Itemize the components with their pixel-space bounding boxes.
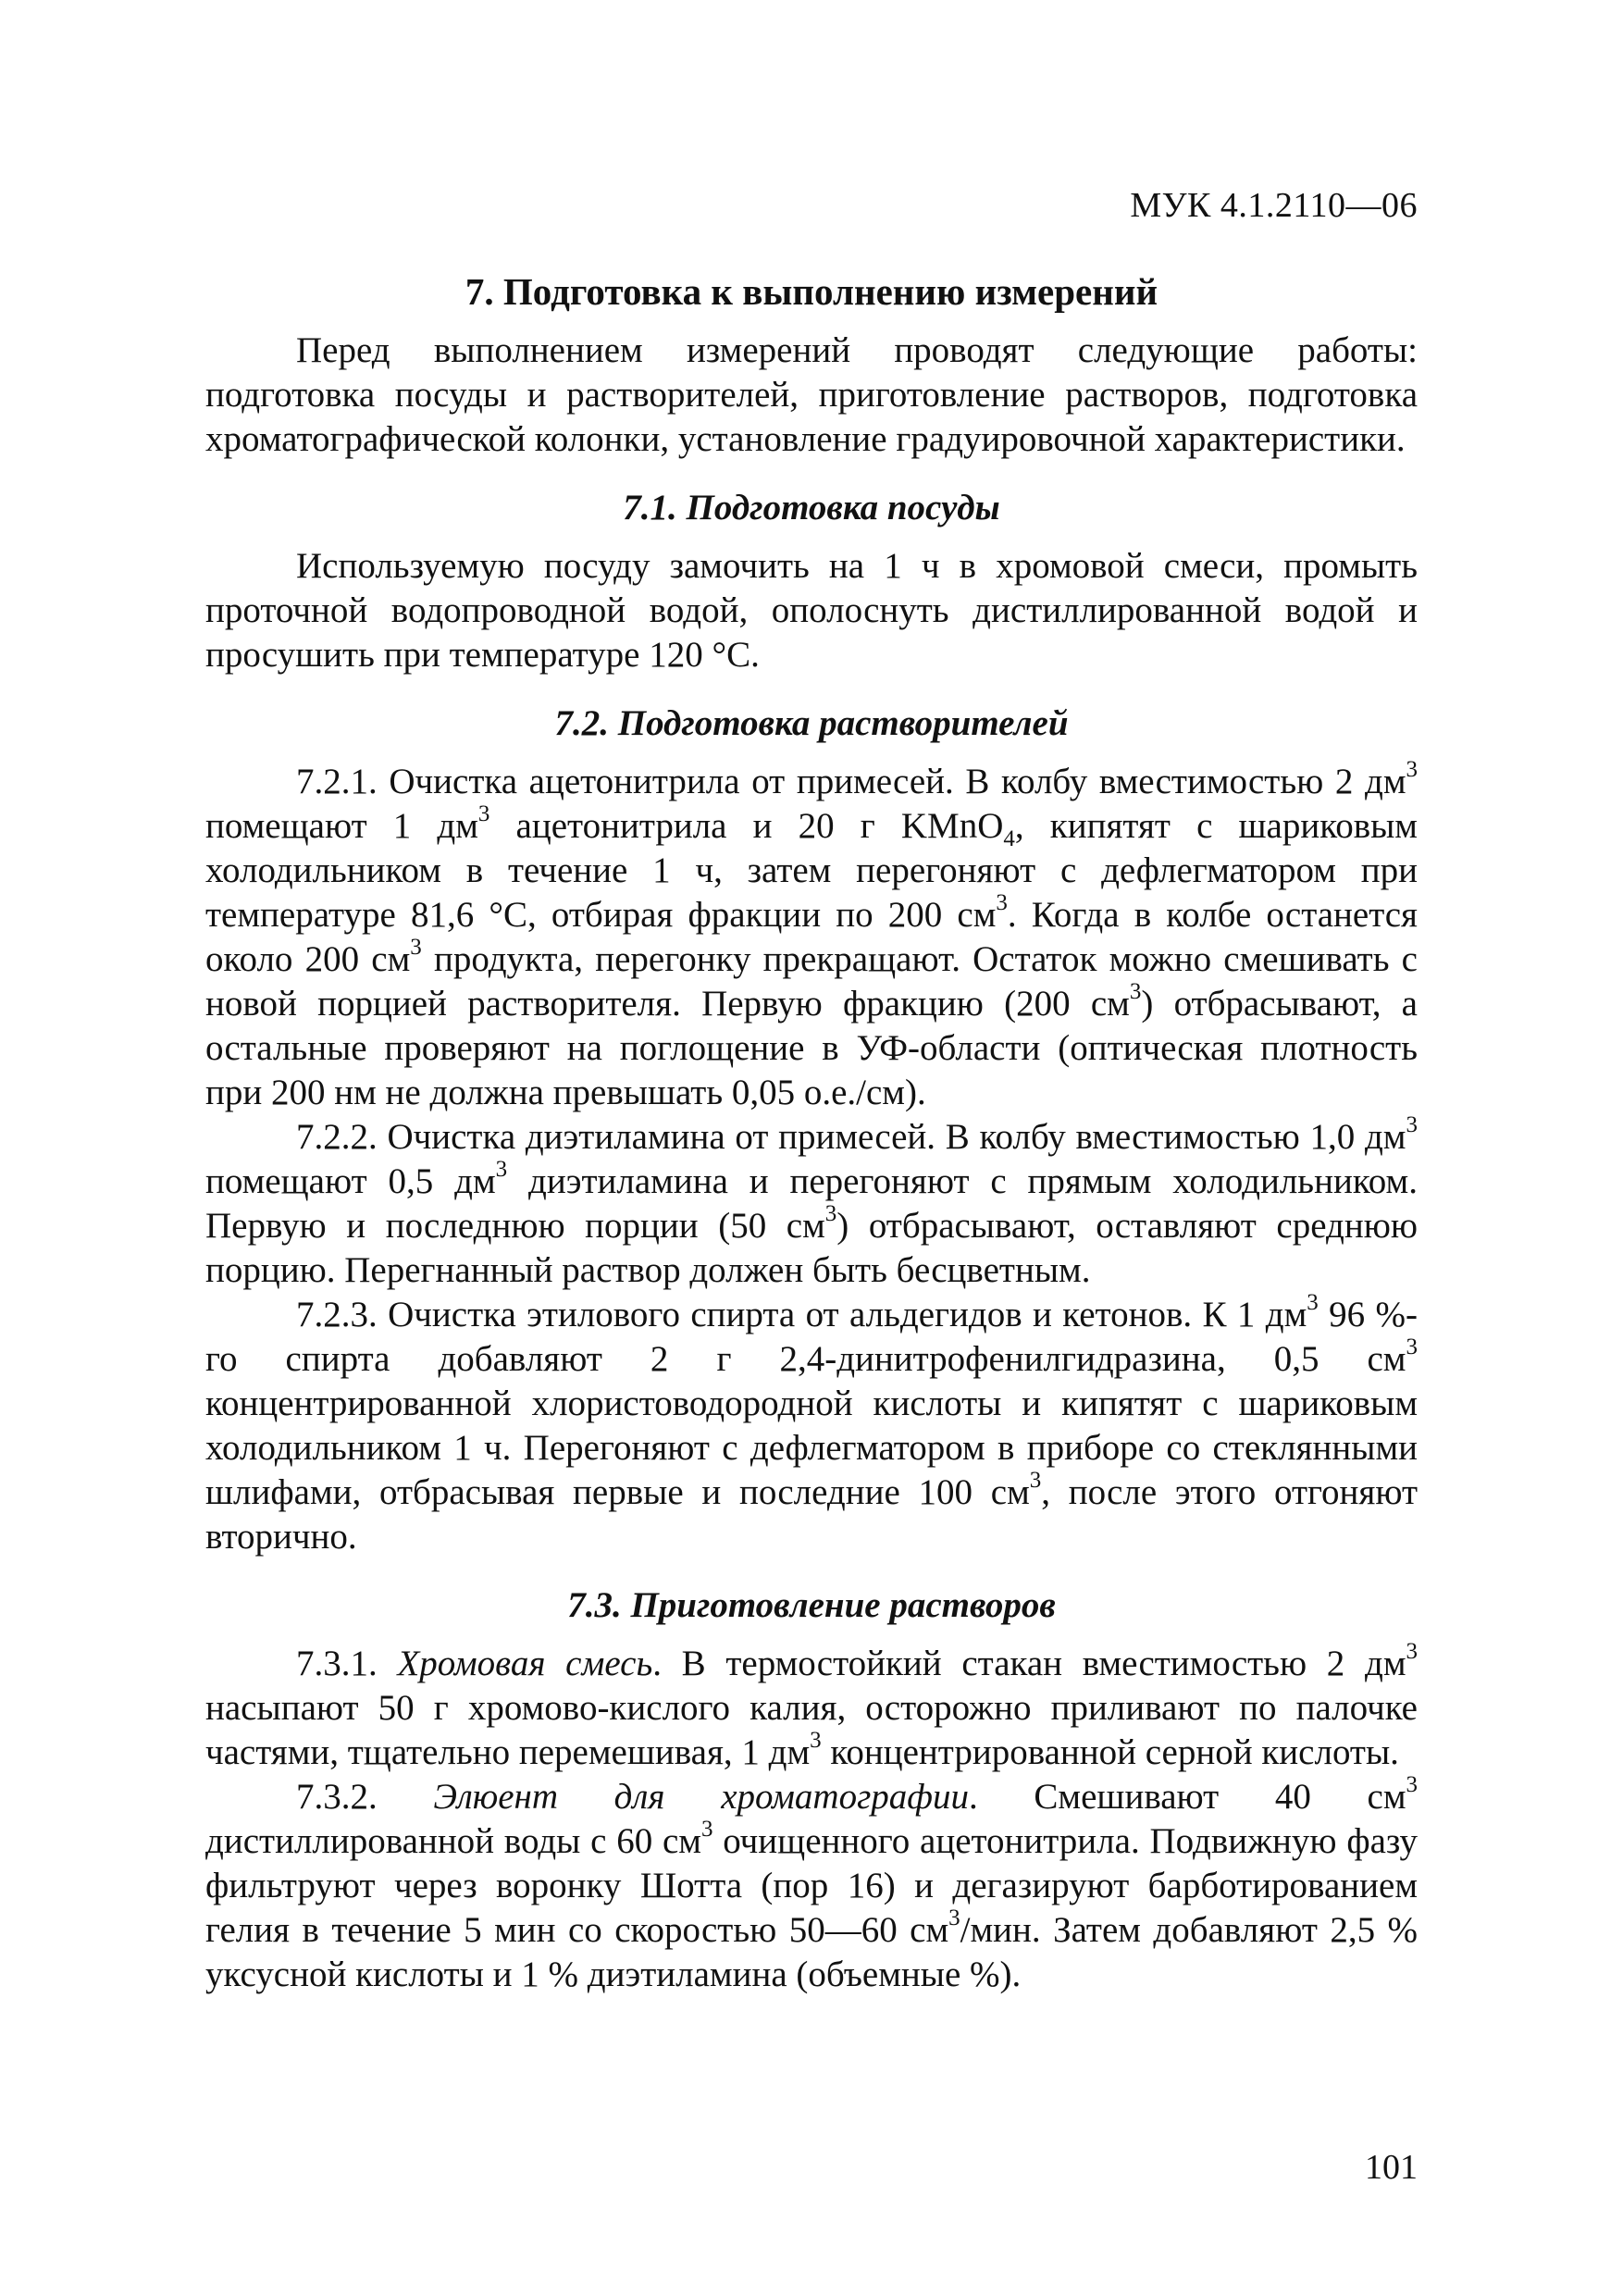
paragraph-7-2-3: 7.2.3. Очистка этилового спирта от альдегидов и кетонов. К 1 $дм^3$ 96 %-го спирта добавляют 2 г 2,4-динитрофенилгидразина, 0,5 $см^3$ концентрированной хлористоводородной кислоты и кипятят с шариковым холодильником 1 ч. Перегоняют с дефлегматором в приборе со стеклянными шлифами, отбрасывая первые и последние 100 $см^3$, после этого отгоняют вторично. bbox=[205, 1289, 1419, 1557]
section-7-1-text: Используемую посуду замочить на 1 ч в хромовой смеси, промыть проточной водопроводной водой, ополоснуть дистиллированной водой и просушить при температуре 120 °C. bbox=[205, 546, 1418, 675]
document-code: МУК 4.1.2110—06 bbox=[1130, 186, 1418, 225]
paragraph-7-2-2: 7.2.2. Очистка диэтиламина от примесей. В колбу вместимостью 1,0 $дм^3$ помещают 0,5 $дм^3$ диэтиламина и перегоняют с прямым холодильником. Первую и последнюю порции (50 $см^3$) отбрасывают, оставляют среднюю порцию. Перегнанный раствор должен быть бесцветным. bbox=[205, 1111, 1419, 1290]
section-7-heading: 7. Подготовка к выполнению измерений bbox=[465, 270, 1158, 313]
paragraph-7-2-1: 7.2.1. Очистка ацетонитрила от примесей. В колбу вместимостью 2 $дм^3$ помещают 1 $дм^3$ ацетонитрила и 20 г KMnO$_4$, кипятят с шариковым холодильником в течение 1 ч, затем перегоняют с дефлегматором при температуре 81,6 °C, отбирая фракции по 200 $см^3$. Когда в колбе останется около 200 $см^3$ продукта, перегонку прекращают. Остаток можно смешивать с новой порцией растворителя. Первую фракцию (200 $см^3$) отбрасывают, а остальные проверяют на поглощение в УФ-области (оптическая плотность при 200 нм не должна превышать 0,05 о.е./см). bbox=[205, 756, 1418, 1112]
section-7-3-heading: 7.3. Приготовление растворов bbox=[567, 1584, 1056, 1625]
paragraph-7-3-2: 7.3.2. Элюент для хроматографии. Смешивают 40 $см^3$ дистиллированной воды с 60 $см^3$ очищенного ацетонитрила. Подвижную фазу фильтруют через воронку Шотта (пор 16) и дегазируют барботированием гелия в течение 5 мин со скоростью 50—60 $см^3$/мин. Затем добавляют 2,5 % уксусной кислоты и 1 % диэтиламина (объемные %). bbox=[205, 1771, 1419, 1994]
section-7-1-heading: 7.1. Подготовка посуды bbox=[623, 488, 1000, 528]
page-content bbox=[205, 268, 1418, 1997]
page-number: 101 bbox=[1365, 2148, 1418, 2187]
paragraph-7-3-1: 7.3.1. Хромовая смесь. В термостойкий стакан вместимостью 2 $дм^3$ насыпают 50 г хромово-кислого калия, осторожно приливают по палочке частями, тщательно перемешивая, 1 $дм^3$ концентрированной серной кислоты. bbox=[205, 1638, 1419, 1772]
section-7-2-heading: 7.2. Подготовка растворителей bbox=[554, 703, 1069, 743]
section-7-intro: Перед выполнением измерений проводят следующие работы: подготовка посуды и растворителей, приготовление растворов, подготовка хроматографической колонки, установление градуировочной характеристики. bbox=[205, 330, 1418, 460]
document-page bbox=[205, 185, 1418, 2221]
